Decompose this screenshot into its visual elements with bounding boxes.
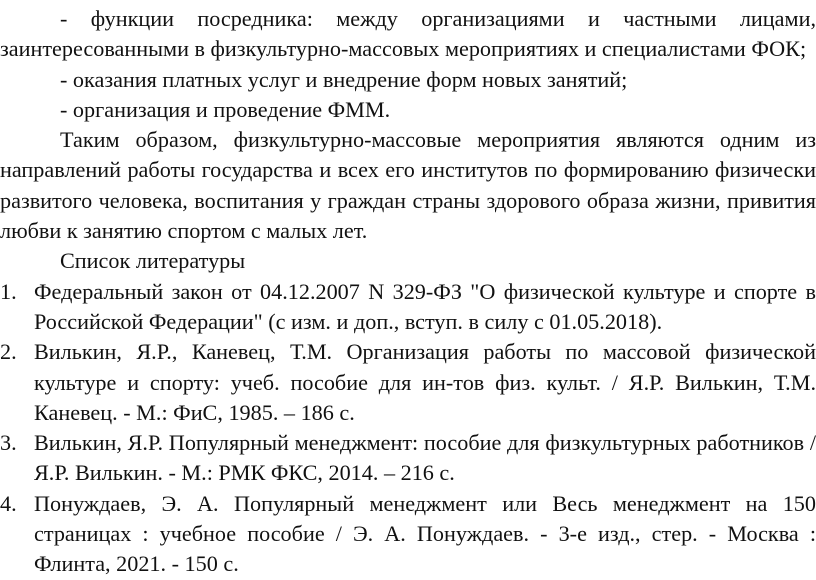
paragraph-intermediary-functions: - функции посредника: между организациями и частными лицами, заинтересованными в физкультурно-массовых мероприятиях и специалистами ФОК;	[0, 6, 816, 62]
paragraph-conclusion: Таким образом, физкультурно-массовые мероприятия являются одним из направлений работы государства и всех его институтов по формированию физически развитого человека, воспитания у граждан страны здорового образа жизни, привития любви к занятию спортом с малых лет.	[0, 127, 816, 244]
paragraph-organization: - организация и проведение ФММ.	[60, 96, 391, 122]
references-heading: Список литературы	[60, 248, 246, 274]
reference-text: Вилькин, Я.Р., Каневец, Т.М. Организация работы по массовой физической культуре и спорту: учеб. пособие для ин-тов физ. культ. / Я.Р. Вилькин, Т.М. Каневец. - М.: ФиС, 1985. – 186 с.	[34, 339, 816, 425]
reference-number: 1.	[0, 278, 17, 304]
paragraph-paid-services: - оказания платных услуг и внедрение форм новых занятий;	[60, 66, 628, 92]
reference-item	[0, 277, 816, 338]
reference-text: Федеральный закон от 04.12.2007 N 329-ФЗ "О физической культуре и спорте в Российской Федерации" (с изм. и доп., вступ. в силу с 01.05.2018).	[34, 278, 816, 334]
reference-text: Понуждаев, Э. А. Популярный менеджмент или Весь менеджмент на 150 страницах : учебное пособие / Э. А. Понуждаев. - 3-е изд., стер. - Москва : Флинта, 2021. - 150 с.	[34, 490, 816, 577]
reference-number: 3.	[0, 430, 17, 456]
reference-number: 2.	[0, 339, 17, 365]
reference-number: 4.	[0, 490, 17, 516]
references-list	[0, 277, 816, 580]
reference-item	[0, 337, 816, 428]
reference-text: Вилькин, Я.Р. Популярный менеджмент: пособие для физкультурных работников / Я.Р. Вилькин. - М.: РМК ФКС, 2014. – 216 с.	[34, 430, 816, 486]
reference-item	[0, 489, 816, 580]
reference-item	[0, 428, 816, 489]
